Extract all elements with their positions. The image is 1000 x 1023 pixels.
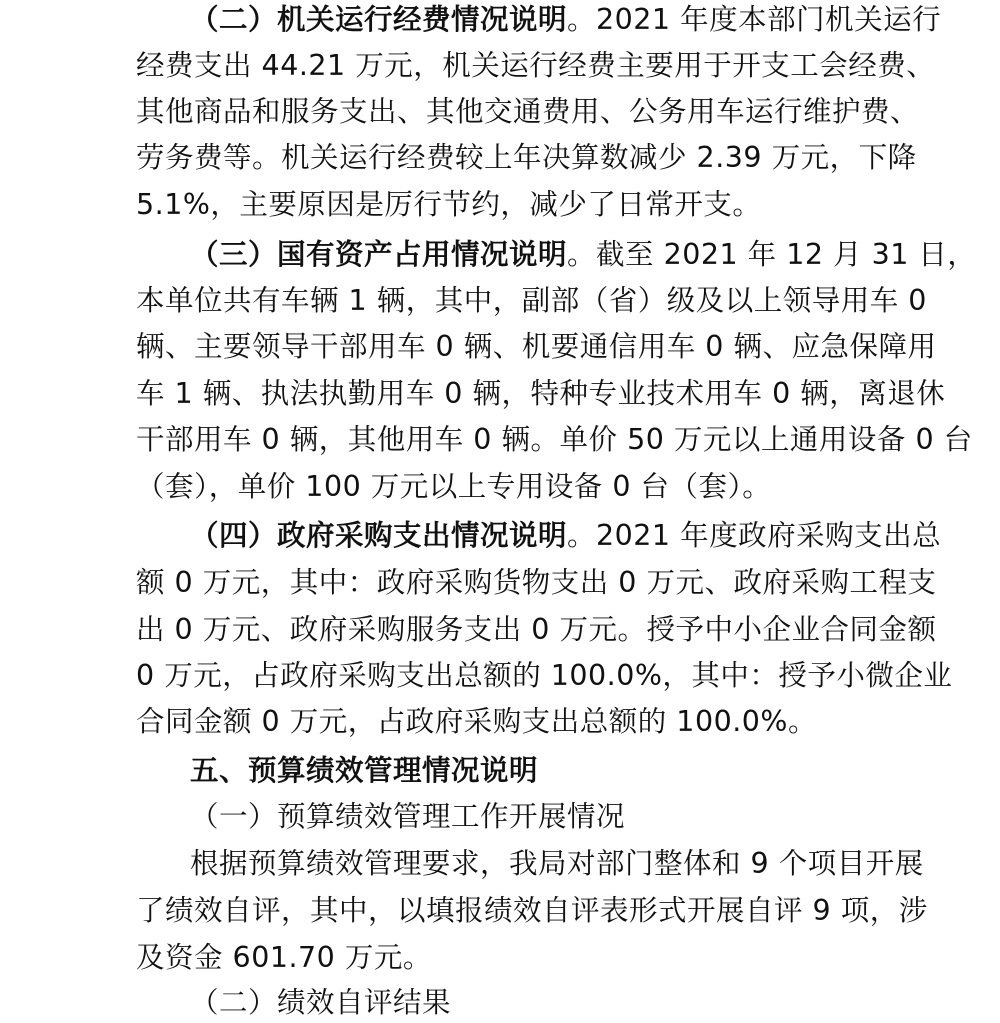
paragraph-line: 了绩效自评，其中，以填报绩效自评表形式开展自评 9 项，涉 [136, 894, 928, 927]
paragraph-line: （套），单价 100 万元以上专用设备 0 台（套）。 [136, 470, 772, 503]
paragraph-lead-heading: （四）政府采购支出情况说明 [190, 519, 568, 552]
paragraph-line: 辆、主要领导干部用车 0 辆、机要通信用车 0 辆、应急保障用 [136, 330, 937, 363]
paragraph-line [190, 516, 942, 556]
paragraph-line: 车 1 辆、执法执勤用车 0 辆，特种专业技术用车 0 辆，离退休 [136, 377, 946, 410]
paragraph-line: 额 0 万元，其中：政府采购货物支出 0 万元、政府采购工程支 [136, 566, 937, 599]
paragraph-line: 0 万元，占政府采购支出总额的 100.0%，其中：授予小微企业 [136, 659, 953, 692]
paragraph-line: 5.1%，主要原因是厉行节约，减少了日常开支。 [136, 188, 762, 221]
paragraph-line: 干部用车 0 辆，其他用车 0 辆。单价 50 万元以上通用设备 0 台 [136, 423, 973, 456]
paragraph-line: 合同金额 0 万元，占政府采购支出总额的 100.0%。 [136, 705, 817, 738]
paragraph-text: 。截至 2021 年 12 月 31 日， [567, 238, 977, 271]
paragraph-line [190, 0, 942, 40]
paragraph-line: 本单位共有车辆 1 辆，其中，副部（省）级及以上领导用车 0 [136, 284, 927, 317]
paragraph-text: 。2021 年度本部门机关运行 [567, 3, 942, 36]
paragraph-line: 出 0 万元、政府采购服务支出 0 万元。授予中小企业合同金额 [136, 613, 937, 646]
paragraph-line: 其他商品和服务支出、其他交通费用、公务用车运行维护费、 [136, 95, 920, 128]
section-heading: 五、预算绩效管理情况说明 [190, 754, 539, 787]
subsection-heading: （二）绩效自评结果 [190, 986, 452, 1019]
paragraph-line: 及资金 601.70 万元。 [136, 941, 432, 974]
paragraph-line [190, 235, 977, 275]
paragraph-text: 。2021 年度政府采购支出总 [567, 519, 942, 552]
paragraph-line: 经费支出 44.21 万元，机关运行经费主要用于开支工会经费、 [136, 49, 936, 82]
subsection-heading: （一）预算绩效管理工作开展情况 [190, 800, 626, 833]
paragraph-lead-heading: （三）国有资产占用情况说明 [190, 238, 568, 271]
paragraph-lead-heading: （二）机关运行经费情况说明 [190, 3, 568, 36]
paragraph-line: 根据预算绩效管理要求，我局对部门整体和 9 个项目开展 [190, 847, 924, 880]
paragraph-line: 劳务费等。机关运行经费较上年决算数减少 2.39 万元，下降 [136, 141, 917, 174]
